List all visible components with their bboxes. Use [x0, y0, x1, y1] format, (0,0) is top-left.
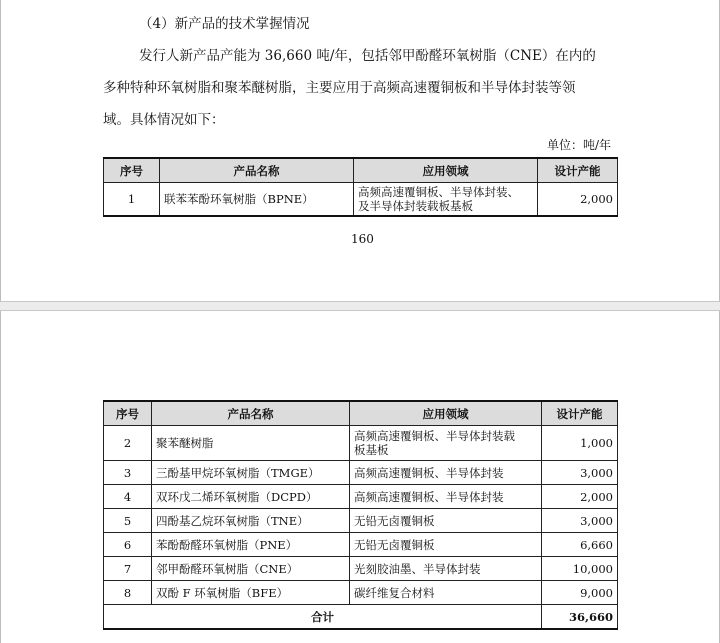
table-row — [104, 557, 618, 581]
cell-name: 双环戊二烯环氧树脂（DCPD） — [152, 485, 350, 509]
cell-no: 7 — [104, 557, 152, 581]
unit-label: 单位：吨/年 — [547, 138, 612, 152]
cell-capacity: 2,000 — [538, 183, 618, 217]
header-no: 序号 — [104, 401, 152, 426]
cell-no: 6 — [104, 533, 152, 557]
cell-no: 4 — [104, 485, 152, 509]
capacity-table-part-1 — [103, 157, 618, 217]
cell-no: 8 — [104, 581, 152, 605]
cell-application-line-2: 及半导体封装载板基板 — [358, 199, 473, 213]
paragraph-line-1: 发行人新产品产能为 36,660 吨/年，包括邻甲酚醛环氧树脂（CNE）在内的 — [139, 48, 596, 64]
cell-capacity: 2,000 — [542, 485, 618, 509]
table-row — [104, 533, 618, 557]
cell-application: 无铅无卤覆铜板 — [350, 533, 542, 557]
cell-application — [354, 183, 538, 217]
header-capacity: 设计产能 — [538, 158, 618, 183]
cell-capacity: 9,000 — [542, 581, 618, 605]
cell-capacity: 10,000 — [542, 557, 618, 581]
cell-no: 1 — [104, 183, 160, 217]
table-row — [104, 183, 618, 217]
table-row — [104, 581, 618, 605]
total-label: 合计 — [104, 605, 542, 630]
header-capacity: 设计产能 — [542, 401, 618, 426]
page-number: 160 — [351, 232, 374, 246]
cell-no: 3 — [104, 461, 152, 485]
document-page-1 — [0, 0, 720, 302]
cell-name: 邻甲酚醛环氧树脂（CNE） — [152, 557, 350, 581]
cell-application: 无铅无卤覆铜板 — [350, 509, 542, 533]
cell-capacity: 6,660 — [542, 533, 618, 557]
header-name: 产品名称 — [152, 401, 350, 426]
table-row — [104, 509, 618, 533]
paragraph-line-3: 域。具体情况如下： — [103, 112, 225, 128]
table-row — [104, 461, 618, 485]
cell-name: 双酚 F 环氧树脂（BFE） — [152, 581, 350, 605]
section-heading: （4）新产品的技术掌握情况 — [139, 16, 310, 32]
table-row — [104, 485, 618, 509]
cell-name: 四酚基乙烷环氧树脂（TNE） — [152, 509, 350, 533]
cell-application-line-1: 高频高速覆铜板、半导体封装、 — [358, 185, 519, 199]
cell-application-line-1: 高频高速覆铜板、半导体封装载 — [354, 429, 515, 443]
cell-application — [350, 426, 542, 461]
table-header-row — [104, 401, 618, 426]
cell-no: 2 — [104, 426, 152, 461]
cell-name: 三酚基甲烷环氧树脂（TMGE） — [152, 461, 350, 485]
cell-no: 5 — [104, 509, 152, 533]
table-total-row — [104, 605, 618, 630]
cell-application: 高频高速覆铜板、半导体封装 — [350, 485, 542, 509]
table-header-row — [104, 158, 618, 183]
header-application: 应用领域 — [354, 158, 538, 183]
paragraph-line-2: 多种特种环氧树脂和聚苯醚树脂，主要应用于高频高速覆铜板和半导体封装等领 — [103, 80, 576, 96]
cell-name: 聚苯醚树脂 — [152, 426, 350, 461]
cell-application: 光刻胶油墨、半导体封装 — [350, 557, 542, 581]
cell-capacity: 3,000 — [542, 509, 618, 533]
cell-name: 联苯苯酚环氧树脂（BPNE） — [160, 183, 354, 217]
header-application: 应用领域 — [350, 401, 542, 426]
cell-application: 高频高速覆铜板、半导体封装 — [350, 461, 542, 485]
cell-application: 碳纤维复合材料 — [350, 581, 542, 605]
cell-application-line-2: 板基板 — [354, 443, 389, 457]
header-no: 序号 — [104, 158, 160, 183]
cell-capacity: 1,000 — [542, 426, 618, 461]
total-value: 36,660 — [542, 605, 618, 630]
table-row — [104, 426, 618, 461]
header-name: 产品名称 — [160, 158, 354, 183]
cell-name: 苯酚酚醛环氧树脂（PNE） — [152, 533, 350, 557]
capacity-table-part-2 — [103, 400, 618, 630]
cell-capacity: 3,000 — [542, 461, 618, 485]
document-page-2 — [0, 310, 720, 643]
